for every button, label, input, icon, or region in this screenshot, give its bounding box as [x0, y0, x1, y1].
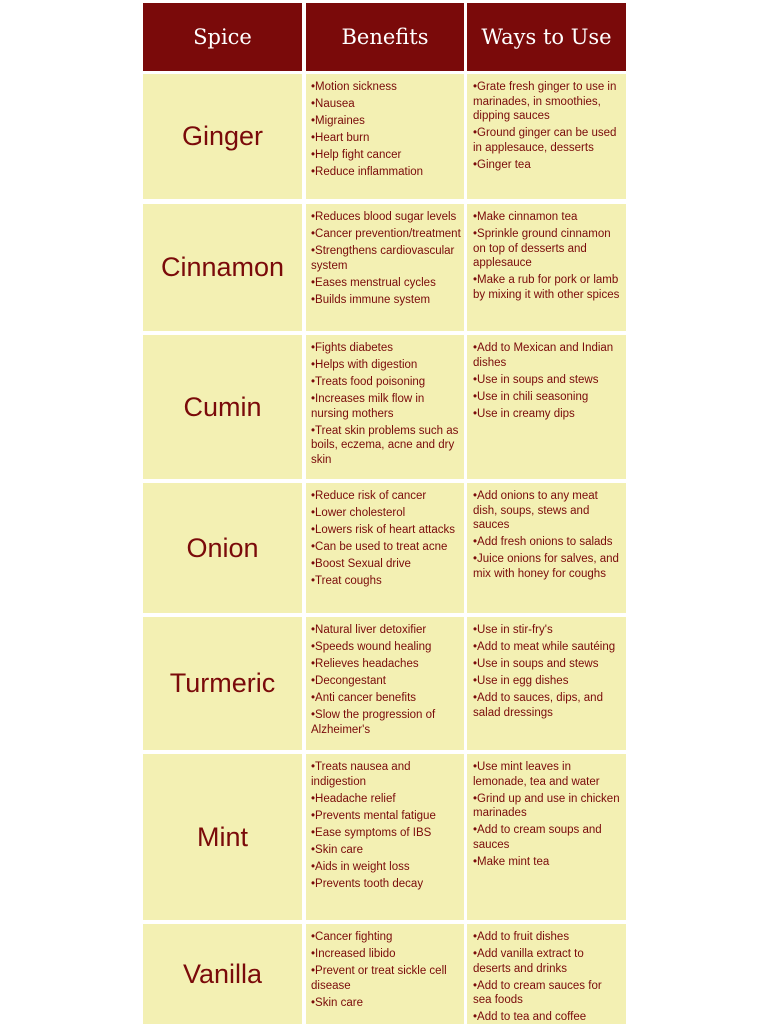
use-item: •Add to meat while sautéing: [473, 641, 616, 653]
uses-cell-6: [467, 924, 626, 1024]
use-item: •Juice onions for salves, and mix with honey for coughs: [473, 553, 619, 580]
benefit-item: •Builds immune system: [311, 293, 431, 306]
uses-cell-5: [467, 754, 626, 920]
benefit-item: •Increases milk flow in nursing mothers: [311, 393, 425, 420]
use-item: •Add to cream soups and sauces: [473, 824, 602, 851]
use-item: •Grind up and use in chicken marinades: [473, 792, 620, 819]
spice-name-2: Cumin: [143, 335, 302, 479]
benefit-item: •Helps with digestion: [311, 359, 418, 371]
uses-cell-1: [467, 204, 626, 331]
uses-list: [473, 210, 623, 302]
benefit-item: •Cancer fighting: [311, 931, 393, 943]
header-ways-to-use: Ways to Use: [467, 3, 626, 71]
use-item: •Add to fruit dishes: [473, 931, 570, 943]
benefit-item: •Cancer prevention/treatment: [311, 228, 461, 240]
uses-list: [473, 760, 623, 869]
benefit-item: •Anti cancer benefits: [311, 692, 417, 704]
use-item: •Use in egg dishes: [473, 675, 569, 687]
spice-name-3: Onion: [143, 483, 302, 613]
benefit-item: •Motion sickness: [311, 81, 397, 93]
use-item: •Ginger tea: [473, 158, 531, 171]
benefit-item: •Lower cholesterol: [311, 507, 406, 519]
benefit-item: •Treats food poisoning: [311, 376, 426, 388]
use-item: •Use in creamy dips: [473, 407, 575, 420]
uses-list: [473, 623, 623, 720]
use-item: •Add to cream sauces for sea foods: [473, 979, 602, 1006]
benefit-item: •Lowers risk of heart attacks: [311, 524, 455, 536]
benefit-item: •Migraines: [311, 115, 365, 127]
benefit-item: •Nausea: [311, 98, 355, 110]
use-item: •Make mint tea: [473, 855, 550, 868]
benefit-item: •Reduce risk of cancer: [311, 490, 427, 502]
header-spice: Spice: [143, 3, 302, 71]
uses-list: [473, 341, 623, 421]
uses-list: [473, 80, 623, 172]
use-item: •Use in chili seasoning: [473, 390, 589, 403]
use-item: •Add onions to any meat dish, soups, stews and sauces: [473, 490, 598, 531]
use-item: •Use in soups and stews: [473, 373, 599, 386]
use-item: •Make cinnamon tea: [473, 211, 578, 223]
use-item: •Grate fresh ginger to use in marinades, in smoothies, dipping sauces: [473, 81, 617, 122]
benefit-item: •Increased libido: [311, 948, 396, 960]
uses-cell-2: [467, 335, 626, 479]
spice-name-6: Vanilla: [143, 924, 302, 1024]
benefit-item: •Prevents tooth decay: [311, 877, 424, 890]
spice-name-4: Turmeric: [143, 617, 302, 750]
benefits-cell-4: [306, 617, 464, 750]
benefit-item: •Strengthens cardiovascular system: [311, 245, 455, 272]
benefit-item: •Decongestant: [311, 675, 386, 687]
use-item: •Use in soups and stews: [473, 658, 599, 670]
spice-name-1: Cinnamon: [143, 204, 302, 331]
uses-cell-4: [467, 617, 626, 750]
uses-cell-0: [467, 74, 626, 199]
use-item: •Add vanilla extract to deserts and drinks: [473, 948, 584, 975]
benefit-item: •Treats nausea and indigestion: [311, 761, 411, 788]
benefits-list: [311, 760, 461, 891]
use-item: •Add fresh onions to salads: [473, 536, 613, 548]
benefit-item: •Prevent or treat sickle cell disease: [311, 965, 447, 992]
benefit-item: •Reduces blood sugar levels: [311, 211, 457, 223]
benefit-item: •Natural liver detoxifier: [311, 624, 427, 636]
spice-name-5: Mint: [143, 754, 302, 920]
benefit-item: •Eases menstrual cycles: [311, 276, 436, 289]
benefits-list: [311, 489, 461, 589]
benefit-item: •Ease symptoms of IBS: [311, 826, 432, 839]
benefits-cell-0: [306, 74, 464, 199]
benefits-list: [311, 930, 461, 1010]
benefit-item: •Slow the progression of Alzheimer's: [311, 709, 436, 736]
benefit-item: •Headache relief: [311, 792, 396, 805]
benefits-cell-3: [306, 483, 464, 613]
benefit-item: •Reduce inflammation: [311, 166, 424, 178]
benefits-cell-6: [306, 924, 464, 1024]
use-item: •Make a rub for pork or lamb by mixing it with other spices: [473, 274, 620, 301]
use-item: •Sprinkle ground cinnamon on top of desserts and applesauce: [473, 228, 611, 269]
benefit-item: •Treat skin problems such as boils, eczema, acne and dry skin: [311, 424, 459, 466]
benefits-list: [311, 210, 461, 307]
benefits-list: [311, 623, 461, 737]
use-item: •Add to tea and coffee: [473, 1011, 587, 1023]
use-item: •Add to Mexican and Indian dishes: [473, 342, 614, 369]
benefit-item: •Help fight cancer: [311, 149, 402, 161]
benefit-item: •Can be used to treat acne: [311, 541, 448, 553]
benefit-item: •Relieves headaches: [311, 658, 419, 670]
benefits-list: [311, 80, 461, 180]
uses-list: [473, 930, 623, 1025]
uses-cell-3: [467, 483, 626, 613]
use-item: •Use mint leaves in lemonade, tea and water: [473, 761, 600, 788]
use-item: •Ground ginger can be used in applesauce, desserts: [473, 127, 617, 154]
benefits-cell-1: [306, 204, 464, 331]
benefit-item: •Prevents mental fatigue: [311, 809, 436, 822]
benefits-cell-5: [306, 754, 464, 920]
use-item: •Add to sauces, dips, and salad dressings: [473, 692, 603, 719]
benefit-item: •Aids in weight loss: [311, 860, 410, 873]
uses-list: [473, 489, 623, 581]
benefit-item: •Boost Sexual drive: [311, 558, 411, 570]
benefit-item: •Skin care: [311, 996, 363, 1009]
use-item: •Use in stir-fry's: [473, 624, 553, 636]
benefit-item: •Skin care: [311, 843, 363, 856]
benefits-cell-2: [306, 335, 464, 479]
benefit-item: •Heart burn: [311, 132, 370, 144]
benefit-item: •Fights diabetes: [311, 342, 394, 354]
header-benefits: Benefits: [306, 3, 464, 71]
spice-name-0: Ginger: [143, 74, 302, 199]
benefit-item: •Treat coughs: [311, 575, 382, 587]
benefits-list: [311, 341, 461, 467]
benefit-item: •Speeds wound healing: [311, 641, 432, 653]
